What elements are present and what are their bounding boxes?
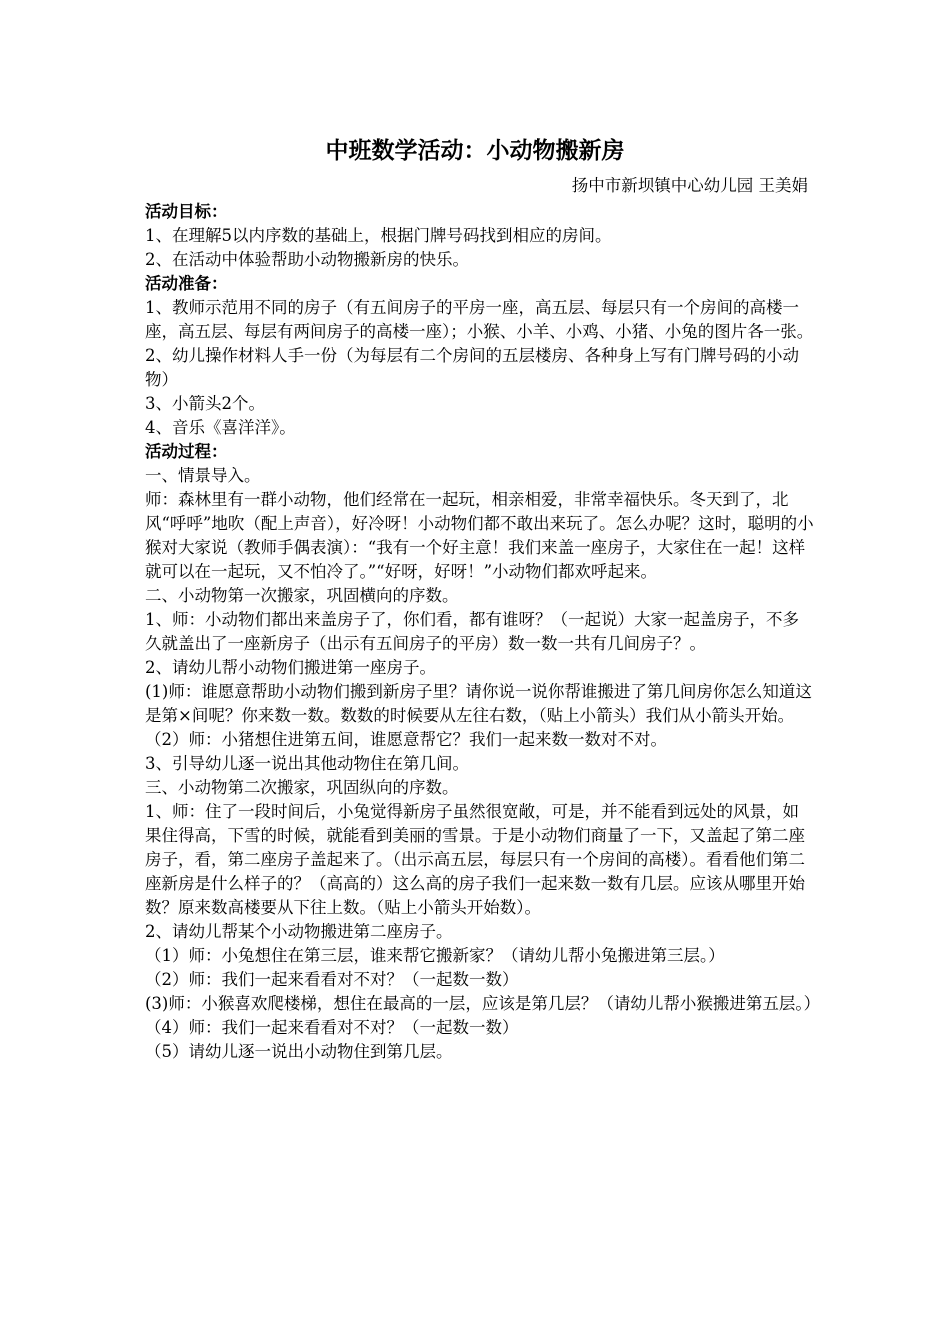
paragraph: （4）师：我们一起来看看对不对？（一起数一数） — [145, 1018, 519, 1037]
paragraph: 师：森林里有一群小动物，他们经常在一起玩，相亲相爱，非常幸福快乐。冬天到了，北风“呼呼”地吹（配上声音），好冷呀！小动物们都不敢出来玩了。怎么办呢？这时，聪明的小猴对大家说（教师手偶表演）：“我有一个好主意！我们来盖一座房子，大家住在一起！这样就可以在一起玩，又不怕冷了。”“好呀，好呀！”小动物们都欢呼起来。 — [145, 490, 814, 581]
paragraph: （2）师：小猪想住进第五间，谁愿意帮它？我们一起来数一数对不对。 — [145, 730, 667, 749]
paragraph: 1、在理解5以内序数的基础上，根据门牌号码找到相应的房间。 — [145, 226, 612, 245]
document-body — [145, 200, 821, 1064]
paragraph: 1、师：住了一段时间后，小兔觉得新房子虽然很宽敞，可是，并不能看到远处的风景，如果住得高，下雪的时候，就能看到美丽的雪景。于是小动物们商量了一下，又盖起了第二座房子，看，第二座房子盖起来了。（出示高五层，每层只有一个房间的高楼）。看看他们第二座新房是什么样子的？（高高的）这么高的房子我们一起来数一数有几层。应该从哪里开始数？原来数高楼要从下往上数。（贴上小箭头开始数）。 — [145, 802, 805, 917]
paragraph: 一、情景导入。 — [145, 466, 261, 485]
paragraph: 三、小动物第二次搬家，巩固纵向的序数。 — [145, 778, 459, 797]
paragraph: 1、师：小动物们都出来盖房子了，你们看，都有谁呀？（一起说）大家一起盖房子，不多久就盖出了一座新房子（出示有五间房子的平房）数一数一共有几间房子？。 — [145, 610, 799, 653]
paragraph: （1）师：小兔想住在第三层，谁来帮它搬新家？（请幼儿帮小兔搬进第三层。） — [145, 946, 725, 965]
paragraph: 3、引导幼儿逐一说出其他动物住在第几间。 — [145, 754, 469, 773]
paragraph: 1、教师示范用不同的房子（有五间房子的平房一座，高五层、每层只有一个房间的高楼一座，高五层、每层有两间房子的高楼一座）；小猴、小羊、小鸡、小猪、小兔的图片各一张。 — [145, 298, 814, 341]
section-heading-goals: 活动目标： — [145, 202, 228, 221]
section-heading-process: 活动过程： — [145, 442, 228, 461]
paragraph: 二、小动物第一次搬家，巩固横向的序数。 — [145, 586, 459, 605]
section-heading-preparation: 活动准备： — [145, 274, 228, 293]
paragraph: 3、小箭头2个。 — [145, 394, 265, 413]
document-title: 中班数学活动：小动物搬新房 — [325, 138, 625, 164]
paragraph: 2、幼儿操作材料人手一份（为每层有二个房间的五层楼房、各种身上写有门牌号码的小动物） — [145, 346, 799, 389]
paragraph: 2、在活动中体验帮助小动物搬新房的快乐。 — [145, 250, 469, 269]
paragraph: (1)师：谁愿意帮助小动物们搬到新房子里？请你说一说你帮谁搬进了第几间房你怎么知道这是第×间呢？你来数一数。数数的时候要从左往右数，（贴上小箭头）我们从小箭头开始。 — [145, 682, 812, 725]
paragraph: 2、请幼儿帮某个小动物搬进第二座房子。 — [145, 922, 453, 941]
paragraph: (3)师：小猴喜欢爬楼梯，想住在最高的一层，应该是第几层？（请幼儿帮小猴搬进第五层。） — [145, 994, 821, 1013]
paragraph: 4、音乐《喜洋洋》。 — [145, 418, 296, 437]
author-line: 扬中市新坝镇中心幼儿园 王美娟 — [571, 176, 808, 195]
paragraph: （2）师：我们一起来看看对不对？（一起数一数） — [145, 970, 519, 989]
paragraph: 2、请幼儿帮小动物们搬进第一座房子。 — [145, 658, 436, 677]
paragraph: （5）请幼儿逐一说出小动物住到第几层。 — [145, 1042, 453, 1061]
